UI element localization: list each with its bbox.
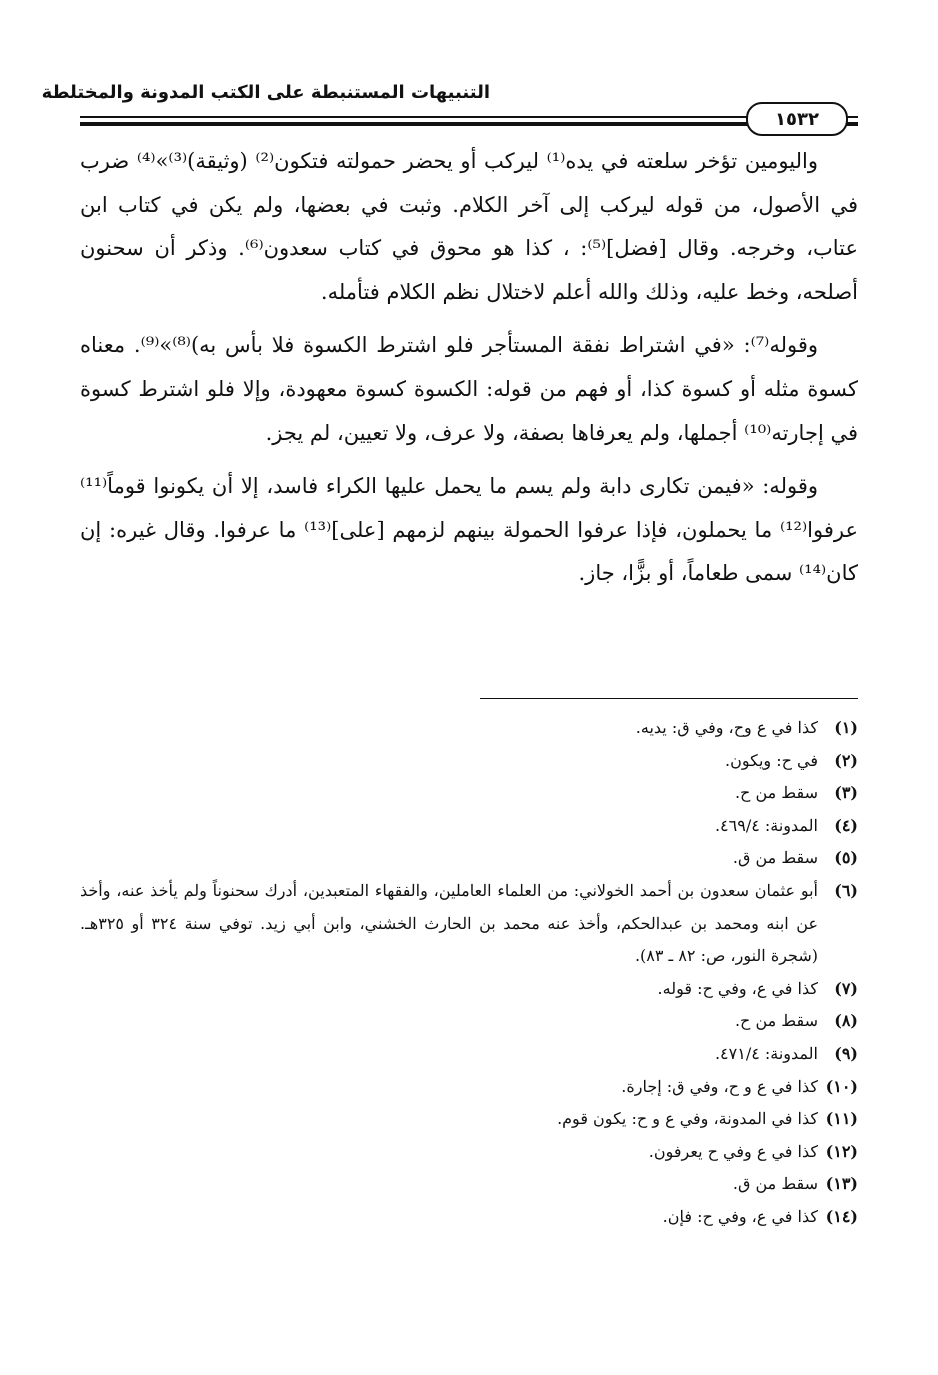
footnote-text: كذا في ع، وفي ح: فإن. <box>662 1206 818 1226</box>
footnote-number: (٨) <box>834 1011 858 1031</box>
footnote-separator <box>480 698 858 699</box>
running-title: التنبيهات المستنبطة على الكتب المدونة والمختلطة <box>41 82 490 103</box>
footnote-number: (٦) <box>834 880 858 900</box>
footnote-number: (٤) <box>834 815 858 835</box>
header-rule-thick <box>80 122 858 126</box>
footnote-number: (١) <box>834 718 858 737</box>
paragraph-1: واليومين تؤخر سلعته في يده⁽¹⁾ ليركب أو يحضر حمولته فتكون⁽²⁾ (وثيقة)⁽³⁾»⁽⁴⁾ ضرب في الأصول، من قوله ليركب إلى آخر الكلام. وثبت في بعضها، ولم يكن في كتاب ابن عتاب، وخرجه. وقال [فضل]⁽⁵⁾: ، كذا هو محوق في كتاب سعدون⁽⁶⁾. وذكر أن سحنون أصلحه، وخط عليه، وذلك والله أعلم لاختلال نظم الكلام فتأمله. <box>80 149 859 304</box>
footnote-number: (٧) <box>834 978 858 998</box>
footnote-number: (٣) <box>834 783 858 803</box>
footnote-11 <box>80 1103 858 1136</box>
footnote-text: سقط من ق. <box>732 1174 818 1194</box>
header-rule-thin <box>80 116 858 118</box>
page-number-badge <box>746 102 848 136</box>
footnote-text: سقط من ح. <box>734 1011 818 1031</box>
footnote-text: المدونة: ٤٧١/٤. <box>714 1043 818 1063</box>
footnote-8 <box>80 1005 858 1038</box>
footnote-number: (٢) <box>834 750 858 770</box>
footnote-text: كذا في ع، وفي ح: قوله. <box>657 978 818 998</box>
footnote-5 <box>80 842 858 875</box>
footnote-number: (١١) <box>825 1109 858 1129</box>
paragraph-2: وقوله⁽⁷⁾: «في اشتراط نفقة المستأجر فلو اشترط الكسوة فلا بأس به)⁽⁸⁾»⁽⁹⁾. معناه كسوة مثله أو كسوة كذا، أو فهم من قوله: الكسوة كسوة معهودة، وإلا فلو اشترط كسوة في إجارته⁽¹⁰⁾ أجملها، ولم يعرفاها بصفة، ولا عرف، ولا تعيين، لم يجز. <box>80 333 858 445</box>
footnote-number: (١٣) <box>825 1174 858 1194</box>
footnote-9 <box>80 1038 858 1071</box>
footnote-number: (١٤) <box>825 1206 858 1226</box>
footnote-6 <box>80 875 858 973</box>
footnote-13 <box>80 1168 858 1201</box>
footnote-text: كذا في ع و ح، وفي ق: إجارة. <box>621 1076 818 1096</box>
footnotes <box>80 712 858 1234</box>
footnote-text: كذا في ع وفي ح يعرفون. <box>648 1141 818 1161</box>
footnote-text: سقط من ح. <box>734 783 818 803</box>
footnote-4 <box>80 810 858 843</box>
footnote-text: كذا في المدونة، وفي ع و ح: يكون قوم. <box>557 1109 818 1129</box>
footnote-3 <box>80 777 858 810</box>
page-number: ١٥٣٢ <box>775 108 819 130</box>
footnote-text: في ح: ويكون. <box>725 750 818 770</box>
footnote-2 <box>80 745 858 778</box>
footnote-number: (١٠) <box>825 1076 858 1096</box>
footnote-number: (٩) <box>834 1043 858 1063</box>
footnote-14 <box>80 1201 858 1234</box>
footnote-text: كذا في ع وح، وفي ق: يديه. <box>635 718 818 737</box>
paragraph-3: وقوله: «فيمن تكارى دابة ولم يسم ما يحمل عليها الكراء فاسد، إلا أن يكونوا قوماً⁽¹¹⁾ عرفوا⁽¹²⁾ ما يحملون، فإذا عرفوا الحمولة بينهم لزمهم [على]⁽¹³⁾ ما عرفوا. وقال غيره: إن كان⁽¹⁴⁾ سمى طعاماً، أو بزًّا، جاز. <box>80 474 858 586</box>
footnote-number: (١٢) <box>825 1141 858 1161</box>
footnote-text: المدونة: ٤٦٩/٤. <box>714 815 818 835</box>
footnote-text: سقط من ق. <box>732 848 818 868</box>
footnote-text: أبو عثمان سعدون بن أحمد الخولاني: من العلماء العاملين، والفقهاء المتعبدين، أدرك سحنوناً ولم يأخذ عنه، وأخذ عن ابنه ومحمد بن عبدالحكم، وأخذ عنه محمد بن الحارث الخشني، وابن أبي زيد. توفي سنة ٣٢٤ أو ٣٢٥هـ. (شجرة النور، ص: ٨٢ ـ ٨٣). <box>80 880 818 966</box>
footnote-1 <box>80 712 858 745</box>
footnote-12 <box>80 1136 858 1169</box>
footnote-10 <box>80 1071 858 1104</box>
footnote-7 <box>80 973 858 1006</box>
main-text <box>80 140 858 606</box>
footnote-number: (٥) <box>834 848 858 868</box>
